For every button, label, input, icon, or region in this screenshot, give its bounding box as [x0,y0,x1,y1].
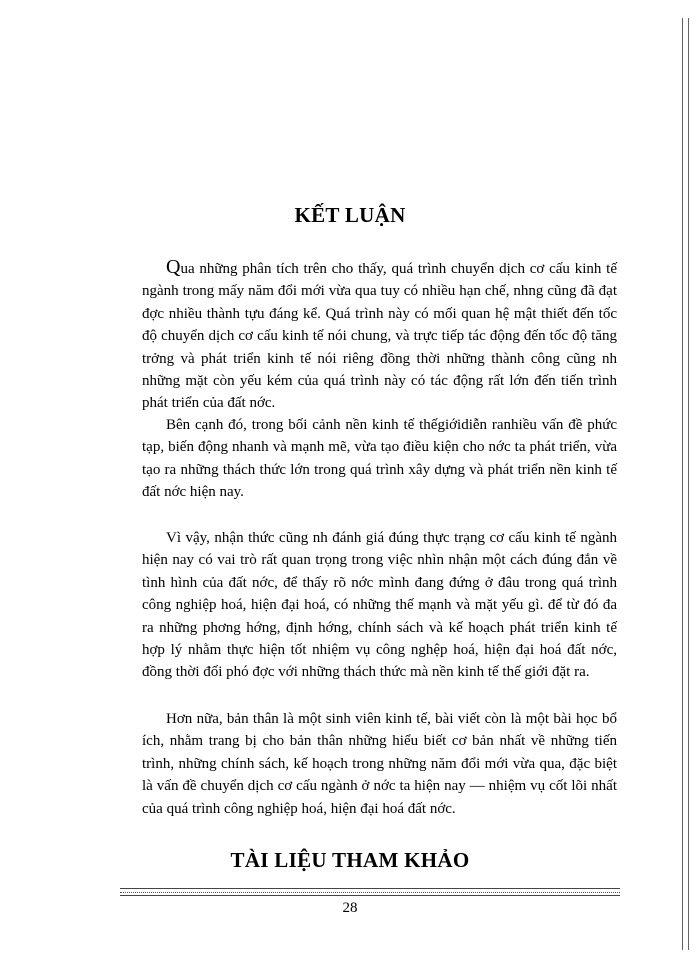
drop-cap: Q [166,256,181,278]
paragraph-3: Vì vậy, nhận thức cũng nh đánh giá đúng thực trạng cơ cấu kinh tế ngành hiện nay có vai trò rất quan trọng trong việc nhìn nhận một cách đúng đắn về tình hình của đất nớc, để thấy rõ nớc mình đang đứng ở đâu trong quá trình công nghiệp hoá, hiện đại hoá, có những thế mạnh và mặt yếu gì. để từ đó đa ra những phơng hớng, định hớng, chính sách và kế hoạch phát triển kinh tế hợp lý nhằm thực hiện tốt nhiệm vụ công nghệp hoá, hiện đại hoá đất nớc, đồng thời đối phó đợc với những thách thức mà nền kinh tế thế giới đặt ra. [142,530,617,681]
paragraph-2: Bên cạnh đó, trong bối cảnh nền kinh tế thếgiớidiễn ranhiều vấn đề phức tạp, biến động nhanh và mạnh mẽ, vừa tạo điều kiện cho nớc ta phát triển, vừa tạo ra những thách thức lớn trong quá trình xây dựng và phát triển nền kinh tế đất nớc hiện nay. [142,417,617,501]
page-border-right [682,18,690,950]
footer-rule [120,888,620,889]
footer-rule [120,895,620,896]
paragraph-1 [142,257,617,415]
references-title: TÀI LIỆU THAM KHẢO [230,848,470,872]
footer-rule [120,892,620,893]
paragraph-4: Hơn nữa, bản thân là một sinh viên kinh tế, bài viết còn là một bài học bổ ích, nhằm trang bị cho bản thân những hiểu biết cơ bản nhất về những tiến trình, những chính sách, kế hoạch trong những năm đổi mới vừa qua, đặc biệt là vấn đề chuyển dịch cơ cấu ngành ở nớc ta hiện nay — nhiệm vụ cốt lõi nhất của quá trình công nghiệp hoá, hiện đại hoá đất nớc. [142,711,617,817]
page-number: 28 [342,900,358,916]
paragraph-1-text: ua những phân tích trên cho thấy, quá trình chuyển dịch cơ cấu kinh tế ngành trong mấy năm đổi mới vừa qua tuy có nhiều hạn chế, nhng cũng đã đạt đợc nhiều thành tựu đáng kể. Quá trình này có mối quan hệ mật thiết đến tốc độ chuyển dịch cơ cấu kinh tế nói chung, và trực tiếp tác động đến tốc độ tăng trởng và phát triển kinh tế nói riêng đồng thời những thành công cũng nh những mặt còn yếu kém của quá trình này có tác động rất lớn đến tiến trình phát triển của đất nớc. [142,261,617,412]
section-title: KẾT LUẬN [294,203,406,227]
